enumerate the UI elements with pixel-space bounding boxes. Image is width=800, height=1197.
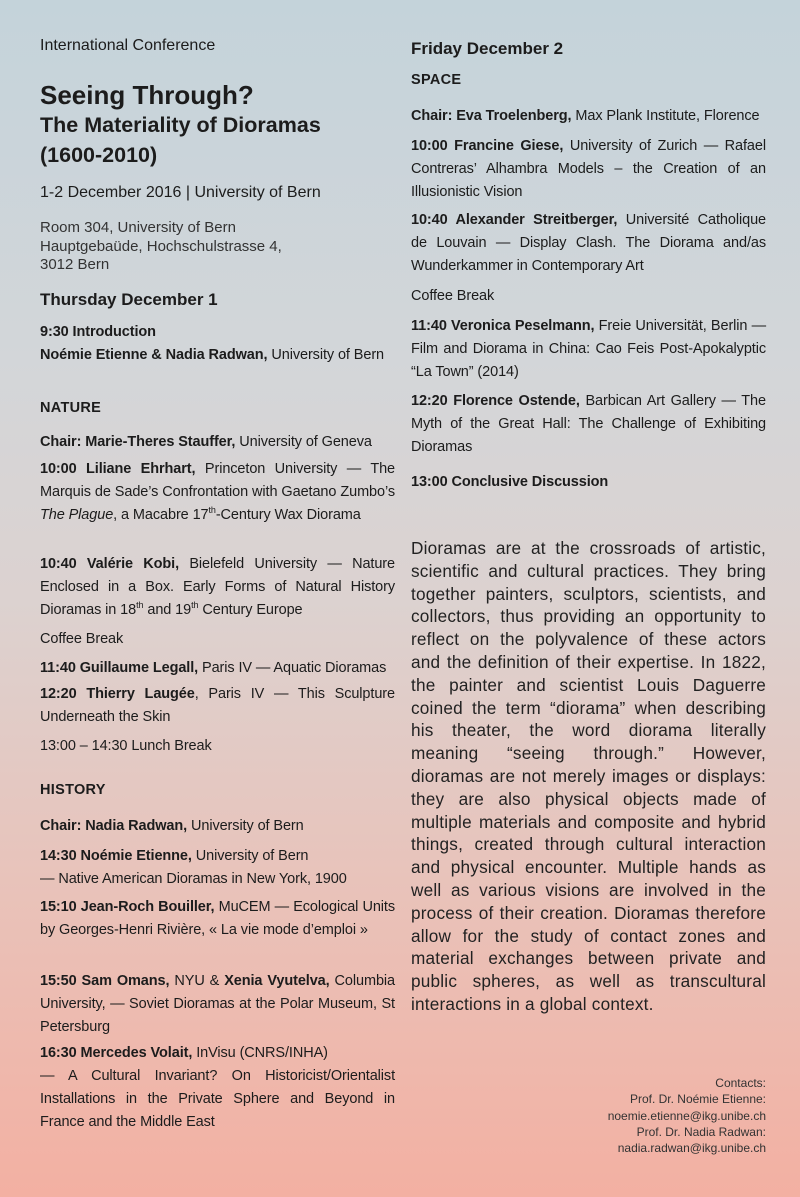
program-entry	[40, 896, 395, 942]
entry-text: Princeton University — The Marquis de Sade’s Confrontation with Gaetano Zumbo’s	[40, 461, 396, 500]
entry-text: -Century Wax Diorama	[215, 507, 361, 523]
entry-text: The Plague	[40, 507, 114, 523]
address-line: Room 304, University of Bern	[40, 219, 236, 236]
entry-text: th	[208, 505, 216, 516]
program-entry	[40, 344, 395, 367]
entry-speaker: 13:00 Conclusive Discussion	[411, 474, 609, 490]
entry-speaker: 10:00 Francine Giese,	[411, 138, 564, 154]
program-entry	[40, 970, 395, 1039]
entry-speaker: 9:30 Introduction	[40, 324, 156, 340]
entry-speaker: Chair: Marie-Theres Stauffer,	[40, 434, 236, 450]
entry-speaker: 12:20 Thierry Laugée	[40, 686, 195, 702]
contact-name: Prof. Dr. Noémie Etienne:	[629, 1092, 766, 1107]
entry-speaker: 12:20 Florence Ostende,	[411, 393, 580, 409]
subtitle-line-2: (1600-2010)	[40, 143, 158, 167]
entry-text: and 19	[143, 602, 192, 618]
abstract-paragraph: Dioramas are at the crossroads of artistic, scientific and cultural practices. They bring together painters, sculptors, scientists, and collectors, thus providing an opportunity to reflect on the polyvalence of these actors and the definition of their expertise. In 1822, the painter and scientist Louis Daguerre coined the term “diorama” when describing his theater, the word diorama literally meaning “seeing through.” However, dioramas are not merely images or displays: they are also physical objects made of multiple materials and composite and hybrid things, created through cultural interaction and physical encounter. Multiple hands as well as various visions are involved in the process of their creation. Dioramas therefore allow for the study of contact zones and material exchanges between private and public spheres, as well as transcultural interactions in a global context.	[411, 538, 766, 1014]
entry-speaker: Chair: Nadia Radwan,	[40, 818, 188, 834]
address-line: Hauptgebaüde, Hochschulstrasse 4,	[40, 237, 282, 255]
entry-speaker: 16:30 Mercedes Volait,	[40, 1045, 193, 1061]
entry-text: Coffee Break	[40, 631, 124, 647]
program-entry	[411, 135, 766, 204]
entry-text: , a Macabre 17	[113, 507, 209, 523]
entry-text: Paris IV — Aquatic Dioramas	[198, 660, 387, 676]
date-place: 1-2 December 2016 | University of Bern	[40, 184, 321, 201]
page-title: Seeing Through?	[40, 80, 254, 110]
program-entry	[40, 1042, 395, 1134]
entry-speaker: 11:40 Guillaume Legall,	[40, 660, 199, 676]
entry-text: Coffee Break	[411, 288, 495, 304]
program-entry	[40, 735, 395, 758]
entry-text: Century Europe	[198, 602, 303, 618]
program-entry	[40, 815, 395, 838]
entry-text: InVisu (CNRS/INHA)	[192, 1045, 328, 1061]
entry-text: University of Bern	[191, 848, 309, 864]
day-heading-friday: Friday December 2	[411, 39, 564, 58]
entry-speaker: Noémie Etienne & Nadia Radwan,	[40, 347, 268, 363]
program-entry	[411, 390, 766, 459]
entry-text: University of Zurich — Rafael Contreras’ Alhambra Models – the Creation of an Illusionistic Vision	[411, 138, 766, 200]
entry-speaker: 10:00 Liliane Ehrhart,	[40, 461, 196, 477]
entry-text: University of Bern	[187, 818, 304, 834]
entry-speaker: 15:50 Sam Omans,	[40, 973, 170, 989]
contacts	[608, 1075, 766, 1156]
entry-speaker: 11:40 Veronica Peselmann,	[411, 318, 595, 334]
program-entry	[40, 657, 395, 680]
entry-text: — A Cultural Invariant? On Historicist/Orientalist Installations in the Private Sphere and Beyond in France and the Middle East	[40, 1068, 395, 1130]
entry-speaker: 14:30 Noémie Etienne,	[40, 848, 192, 864]
program-entry	[411, 105, 766, 128]
day-heading-thursday: Thursday December 1	[40, 290, 218, 309]
entry-speaker: Xenia Vyutelva,	[224, 973, 330, 989]
entry-text: Freie Universität, Berlin — Film and Diorama in China: Cao Feis Post-Apokalyptic “La Town” (2014)	[411, 318, 766, 380]
entry-text: Columbia University, — Soviet Dioramas at the Polar Museum, St Petersburg	[40, 973, 395, 1035]
entry-text: Barbican Art Gallery — The Myth of the Great Hall: The Challenge of Exhibiting Dioramas	[411, 393, 766, 455]
contact-name: Prof. Dr. Nadia Radwan:	[636, 1124, 766, 1139]
program-entry	[40, 628, 395, 651]
address-line: 3012 Bern	[40, 256, 110, 273]
program-entry	[40, 458, 395, 527]
program-entry	[40, 683, 395, 729]
program-entry	[40, 553, 395, 622]
entry-text: MuCEM — Ecological Units by Georges-Henri Rivière, « La vie mode d’emploi »	[40, 899, 395, 938]
entry-text: NYU &	[169, 973, 225, 989]
entry-text: Max Plank Institute, Florence	[571, 108, 760, 124]
entry-speaker: 10:40 Alexander Streitberger,	[411, 212, 618, 228]
entry-speaker: 15:10 Jean-Roch Bouiller,	[40, 899, 215, 915]
entry-text: — Native American Dioramas in New York, 1900	[40, 871, 347, 887]
entry-text: , Paris IV — This Sculpture Underneath the Skin	[40, 686, 395, 725]
entry-text: th	[136, 600, 144, 611]
program-entry	[40, 845, 395, 891]
program-entry	[411, 315, 766, 384]
section-heading-history: HISTORY	[40, 782, 106, 798]
section-heading-space: SPACE	[411, 72, 462, 88]
conference-kicker: International Conference	[40, 37, 216, 54]
program-entry	[411, 285, 766, 308]
entry-text: University of Geneva	[235, 434, 372, 450]
entry-text: Bielefeld University — Nature Enclosed in a Box. Early Forms of Natural History Dioramas in 18	[40, 556, 395, 618]
program-entry	[40, 321, 395, 344]
entry-speaker: 10:40 Valérie Kobi,	[40, 556, 180, 572]
program-entry	[411, 209, 766, 278]
contacts-label: Contacts:	[715, 1076, 766, 1090]
entry-speaker: Chair: Eva Troelenberg,	[411, 108, 572, 124]
entry-text: University of Bern	[267, 347, 385, 363]
program-entry	[411, 471, 766, 494]
section-heading-nature: NATURE	[40, 400, 102, 416]
address	[40, 219, 395, 275]
entry-text: Université Catholique de Louvain — Display Clash. The Diorama and/as Wunderkammer in Contemporary Art	[411, 212, 766, 274]
contact-email-link[interactable]: nadia.radwan@ikg.unibe.ch	[617, 1141, 766, 1156]
entry-text: 13:00 – 14:30 Lunch Break	[40, 738, 212, 754]
program-entry	[40, 431, 395, 454]
entry-text: th	[191, 600, 199, 611]
contact-email-link[interactable]: noemie.etienne@ikg.unibe.ch	[607, 1108, 766, 1123]
subtitle-line-1: The Materiality of Dioramas	[40, 113, 321, 137]
